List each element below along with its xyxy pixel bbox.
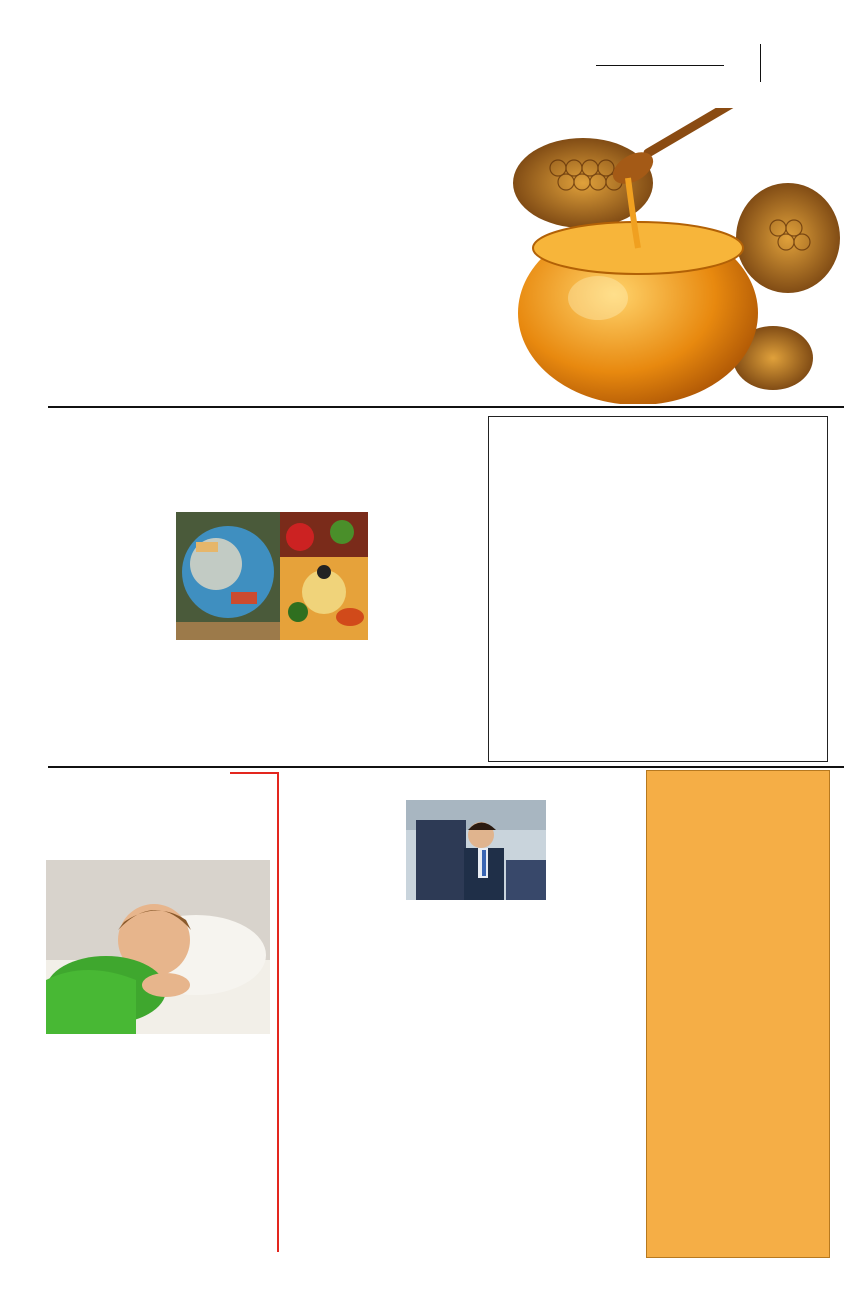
jetlag-col-3b: [510, 906, 638, 1252]
healthy-food-photo: [280, 512, 368, 640]
curd-body: [654, 862, 824, 1252]
honey-col-2: [172, 218, 287, 404]
masthead-rule: [596, 65, 724, 66]
diabetics-col-4: [372, 514, 480, 762]
honey-photo: [488, 108, 844, 404]
sleep-col-2: [164, 1040, 272, 1254]
page-number-divider: [760, 44, 761, 82]
middle-rule: [48, 766, 844, 768]
jetlag-col-3a: [550, 776, 638, 900]
honey-bottom-rule: [48, 406, 844, 408]
sleep-red-rule-side: [277, 772, 279, 1252]
jetlag-col-1: [290, 804, 400, 1252]
height-col-2: [662, 500, 822, 758]
honey-col-1: [52, 218, 164, 404]
sleep-red-rule-top: [230, 772, 278, 774]
sleep-col-1: [52, 1040, 160, 1254]
diabetics-col-1: [52, 514, 172, 762]
sleeping-child-photo: [46, 860, 270, 1034]
airplane-sleeper-photo: [406, 800, 546, 900]
diabetics-col-3: [264, 640, 368, 762]
jetlag-col-2: [406, 906, 506, 1252]
height-col-1: [496, 500, 656, 758]
honey-col-4: [428, 218, 514, 404]
honey-col-3: [295, 218, 420, 404]
diabetes-ball-photo: [176, 512, 280, 640]
diabetics-col-2: [176, 640, 260, 762]
